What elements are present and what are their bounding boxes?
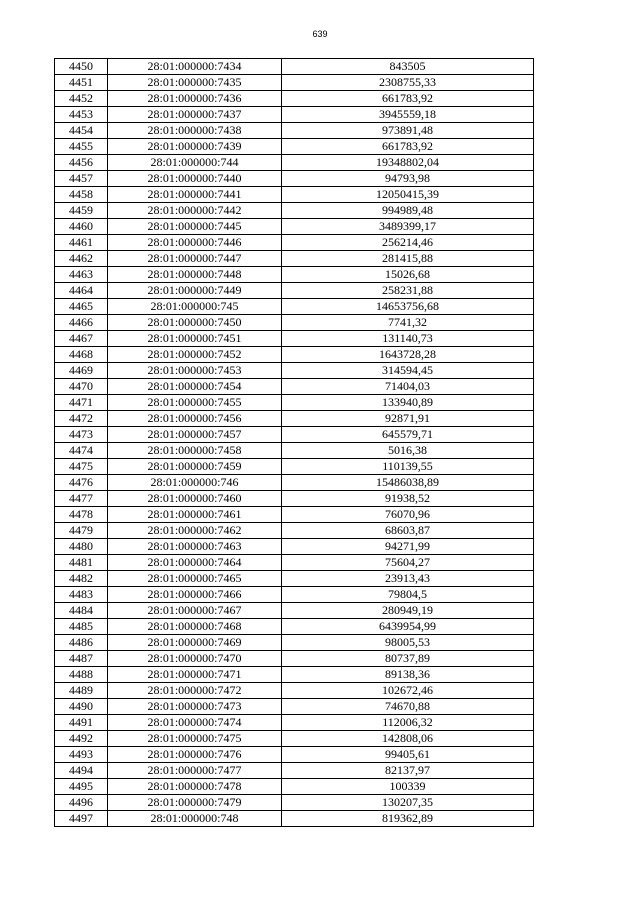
row-number-cell: 4483 [55, 587, 108, 603]
row-number-cell: 4471 [55, 395, 108, 411]
row-number-cell: 4495 [55, 779, 108, 795]
row-number-cell: 4486 [55, 635, 108, 651]
table-row [55, 779, 534, 795]
value-cell: 645579,71 [282, 427, 534, 443]
page-number: 639 [312, 29, 328, 39]
value-cell: 281415,88 [282, 251, 534, 267]
value-cell: 12050415,39 [282, 187, 534, 203]
table-row [55, 507, 534, 523]
row-number-cell: 4464 [55, 283, 108, 299]
cadastral-number-cell: 28:01:000000:744 [108, 155, 282, 171]
row-number-cell: 4456 [55, 155, 108, 171]
table-row [55, 395, 534, 411]
value-cell: 142808,06 [282, 731, 534, 747]
cadastral-number-cell: 28:01:000000:7478 [108, 779, 282, 795]
value-cell: 258231,88 [282, 283, 534, 299]
row-number-cell: 4484 [55, 603, 108, 619]
row-number-cell: 4470 [55, 379, 108, 395]
value-cell: 75604,27 [282, 555, 534, 571]
cadastral-number-cell: 28:01:000000:7452 [108, 347, 282, 363]
table-row [55, 603, 534, 619]
cadastral-number-cell: 28:01:000000:7441 [108, 187, 282, 203]
table-row [55, 331, 534, 347]
cadastral-number-cell: 28:01:000000:7450 [108, 315, 282, 331]
row-number-cell: 4462 [55, 251, 108, 267]
cadastral-number-cell: 28:01:000000:7451 [108, 331, 282, 347]
cadastral-number-cell: 28:01:000000:7467 [108, 603, 282, 619]
cadastral-number-cell: 28:01:000000:7440 [108, 171, 282, 187]
value-cell: 314594,45 [282, 363, 534, 379]
cadastral-number-cell: 28:01:000000:7449 [108, 283, 282, 299]
row-number-cell: 4473 [55, 427, 108, 443]
row-number-cell: 4452 [55, 91, 108, 107]
cadastral-number-cell: 28:01:000000:7475 [108, 731, 282, 747]
value-cell: 5016,38 [282, 443, 534, 459]
value-cell: 23913,43 [282, 571, 534, 587]
row-number-cell: 4469 [55, 363, 108, 379]
table-row [55, 267, 534, 283]
value-cell: 92871,91 [282, 411, 534, 427]
row-number-cell: 4480 [55, 539, 108, 555]
value-cell: 6439954,99 [282, 619, 534, 635]
cadastral-number-cell: 28:01:000000:7458 [108, 443, 282, 459]
table-row [55, 91, 534, 107]
cadastral-number-cell: 28:01:000000:7435 [108, 75, 282, 91]
row-number-cell: 4468 [55, 347, 108, 363]
row-number-cell: 4451 [55, 75, 108, 91]
value-cell: 80737,89 [282, 651, 534, 667]
value-cell: 973891,48 [282, 123, 534, 139]
cadastral-number-cell: 28:01:000000:7473 [108, 699, 282, 715]
table-row [55, 651, 534, 667]
table-row [55, 475, 534, 491]
row-number-cell: 4450 [55, 59, 108, 75]
value-cell: 994989,48 [282, 203, 534, 219]
value-cell: 91938,52 [282, 491, 534, 507]
value-cell: 661783,92 [282, 139, 534, 155]
row-number-cell: 4479 [55, 523, 108, 539]
table-row [55, 251, 534, 267]
row-number-cell: 4458 [55, 187, 108, 203]
table-row [55, 763, 534, 779]
table-row [55, 555, 534, 571]
table-row [55, 699, 534, 715]
value-cell: 102672,46 [282, 683, 534, 699]
cadastral-number-cell: 28:01:000000:7456 [108, 411, 282, 427]
cadastral-number-cell: 28:01:000000:7459 [108, 459, 282, 475]
value-cell: 3489399,17 [282, 219, 534, 235]
cadastral-number-cell: 28:01:000000:7454 [108, 379, 282, 395]
table-row [55, 59, 534, 75]
row-number-cell: 4467 [55, 331, 108, 347]
row-number-cell: 4455 [55, 139, 108, 155]
cadastral-number-cell: 28:01:000000:7468 [108, 619, 282, 635]
table-row [55, 139, 534, 155]
table-row [55, 443, 534, 459]
row-number-cell: 4487 [55, 651, 108, 667]
row-number-cell: 4485 [55, 619, 108, 635]
cadastral-number-cell: 28:01:000000:7470 [108, 651, 282, 667]
value-cell: 68603,87 [282, 523, 534, 539]
value-cell: 133940,89 [282, 395, 534, 411]
value-cell: 98005,53 [282, 635, 534, 651]
value-cell: 79804,5 [282, 587, 534, 603]
table-row [55, 219, 534, 235]
table-row [55, 155, 534, 171]
value-cell: 3945559,18 [282, 107, 534, 123]
value-cell: 71404,03 [282, 379, 534, 395]
row-number-cell: 4474 [55, 443, 108, 459]
table-row [55, 715, 534, 731]
row-number-cell: 4478 [55, 507, 108, 523]
table-body [55, 59, 534, 827]
row-number-cell: 4459 [55, 203, 108, 219]
cadastral-number-cell: 28:01:000000:7476 [108, 747, 282, 763]
table-row [55, 299, 534, 315]
cadastral-number-cell: 28:01:000000:7439 [108, 139, 282, 155]
row-number-cell: 4472 [55, 411, 108, 427]
row-number-cell: 4489 [55, 683, 108, 699]
cadastral-number-cell: 28:01:000000:7479 [108, 795, 282, 811]
cadastral-value-table [54, 58, 534, 827]
table-row [55, 123, 534, 139]
cadastral-number-cell: 28:01:000000:7455 [108, 395, 282, 411]
cadastral-number-cell: 28:01:000000:7445 [108, 219, 282, 235]
table-row [55, 667, 534, 683]
cadastral-number-cell: 28:01:000000:7461 [108, 507, 282, 523]
row-number-cell: 4491 [55, 715, 108, 731]
value-cell: 14653756,68 [282, 299, 534, 315]
row-number-cell: 4490 [55, 699, 108, 715]
cadastral-number-cell: 28:01:000000:7447 [108, 251, 282, 267]
value-cell: 661783,92 [282, 91, 534, 107]
value-cell: 130207,35 [282, 795, 534, 811]
cadastral-number-cell: 28:01:000000:7453 [108, 363, 282, 379]
table-row [55, 171, 534, 187]
value-cell: 100339 [282, 779, 534, 795]
table-row [55, 411, 534, 427]
value-cell: 15026,68 [282, 267, 534, 283]
table-row [55, 539, 534, 555]
table-row [55, 379, 534, 395]
value-cell: 99405,61 [282, 747, 534, 763]
cadastral-number-cell: 28:01:000000:7460 [108, 491, 282, 507]
table-row [55, 683, 534, 699]
cadastral-number-cell: 28:01:000000:7464 [108, 555, 282, 571]
row-number-cell: 4481 [55, 555, 108, 571]
value-cell: 1643728,28 [282, 347, 534, 363]
value-cell: 110139,55 [282, 459, 534, 475]
table-row [55, 731, 534, 747]
table-row [55, 283, 534, 299]
table-row [55, 75, 534, 91]
table-row [55, 187, 534, 203]
row-number-cell: 4493 [55, 747, 108, 763]
cadastral-number-cell: 28:01:000000:7477 [108, 763, 282, 779]
table-row [55, 315, 534, 331]
value-cell: 76070,96 [282, 507, 534, 523]
row-number-cell: 4488 [55, 667, 108, 683]
table-row [55, 203, 534, 219]
cadastral-number-cell: 28:01:000000:7469 [108, 635, 282, 651]
value-cell: 19348802,04 [282, 155, 534, 171]
row-number-cell: 4494 [55, 763, 108, 779]
table-row [55, 491, 534, 507]
row-number-cell: 4461 [55, 235, 108, 251]
value-cell: 256214,46 [282, 235, 534, 251]
value-cell: 94271,99 [282, 539, 534, 555]
value-cell: 819362,89 [282, 811, 534, 827]
value-cell: 7741,32 [282, 315, 534, 331]
row-number-cell: 4475 [55, 459, 108, 475]
row-number-cell: 4463 [55, 267, 108, 283]
table-row [55, 571, 534, 587]
cadastral-number-cell: 28:01:000000:7465 [108, 571, 282, 587]
value-cell: 112006,32 [282, 715, 534, 731]
table-row [55, 587, 534, 603]
cadastral-number-cell: 28:01:000000:7463 [108, 539, 282, 555]
value-cell: 15486038,89 [282, 475, 534, 491]
cadastral-number-cell: 28:01:000000:7434 [108, 59, 282, 75]
cadastral-number-cell: 28:01:000000:7436 [108, 91, 282, 107]
cadastral-number-cell: 28:01:000000:7446 [108, 235, 282, 251]
value-cell: 89138,36 [282, 667, 534, 683]
value-cell: 2308755,33 [282, 75, 534, 91]
table-row [55, 363, 534, 379]
cadastral-number-cell: 28:01:000000:7437 [108, 107, 282, 123]
value-cell: 74670,88 [282, 699, 534, 715]
table-row [55, 635, 534, 651]
row-number-cell: 4460 [55, 219, 108, 235]
row-number-cell: 4454 [55, 123, 108, 139]
value-cell: 843505 [282, 59, 534, 75]
table-row [55, 619, 534, 635]
table-row [55, 795, 534, 811]
table-row [55, 427, 534, 443]
row-number-cell: 4496 [55, 795, 108, 811]
table-row [55, 747, 534, 763]
value-cell: 94793,98 [282, 171, 534, 187]
row-number-cell: 4466 [55, 315, 108, 331]
table-row [55, 811, 534, 827]
cadastral-number-cell: 28:01:000000:7472 [108, 683, 282, 699]
value-cell: 280949,19 [282, 603, 534, 619]
cadastral-number-cell: 28:01:000000:748 [108, 811, 282, 827]
value-cell: 131140,73 [282, 331, 534, 347]
value-cell: 82137,97 [282, 763, 534, 779]
cadastral-number-cell: 28:01:000000:7438 [108, 123, 282, 139]
cadastral-number-cell: 28:01:000000:7448 [108, 267, 282, 283]
cadastral-number-cell: 28:01:000000:7466 [108, 587, 282, 603]
cadastral-number-cell: 28:01:000000:7471 [108, 667, 282, 683]
cadastral-number-cell: 28:01:000000:746 [108, 475, 282, 491]
row-number-cell: 4482 [55, 571, 108, 587]
table-row [55, 459, 534, 475]
row-number-cell: 4477 [55, 491, 108, 507]
row-number-cell: 4457 [55, 171, 108, 187]
table-row [55, 107, 534, 123]
table-row [55, 523, 534, 539]
cadastral-number-cell: 28:01:000000:7462 [108, 523, 282, 539]
cadastral-number-cell: 28:01:000000:7457 [108, 427, 282, 443]
row-number-cell: 4465 [55, 299, 108, 315]
table-row [55, 347, 534, 363]
cadastral-number-cell: 28:01:000000:7474 [108, 715, 282, 731]
cadastral-number-cell: 28:01:000000:7442 [108, 203, 282, 219]
row-number-cell: 4453 [55, 107, 108, 123]
cadastral-number-cell: 28:01:000000:745 [108, 299, 282, 315]
row-number-cell: 4476 [55, 475, 108, 491]
table-row [55, 235, 534, 251]
row-number-cell: 4492 [55, 731, 108, 747]
row-number-cell: 4497 [55, 811, 108, 827]
